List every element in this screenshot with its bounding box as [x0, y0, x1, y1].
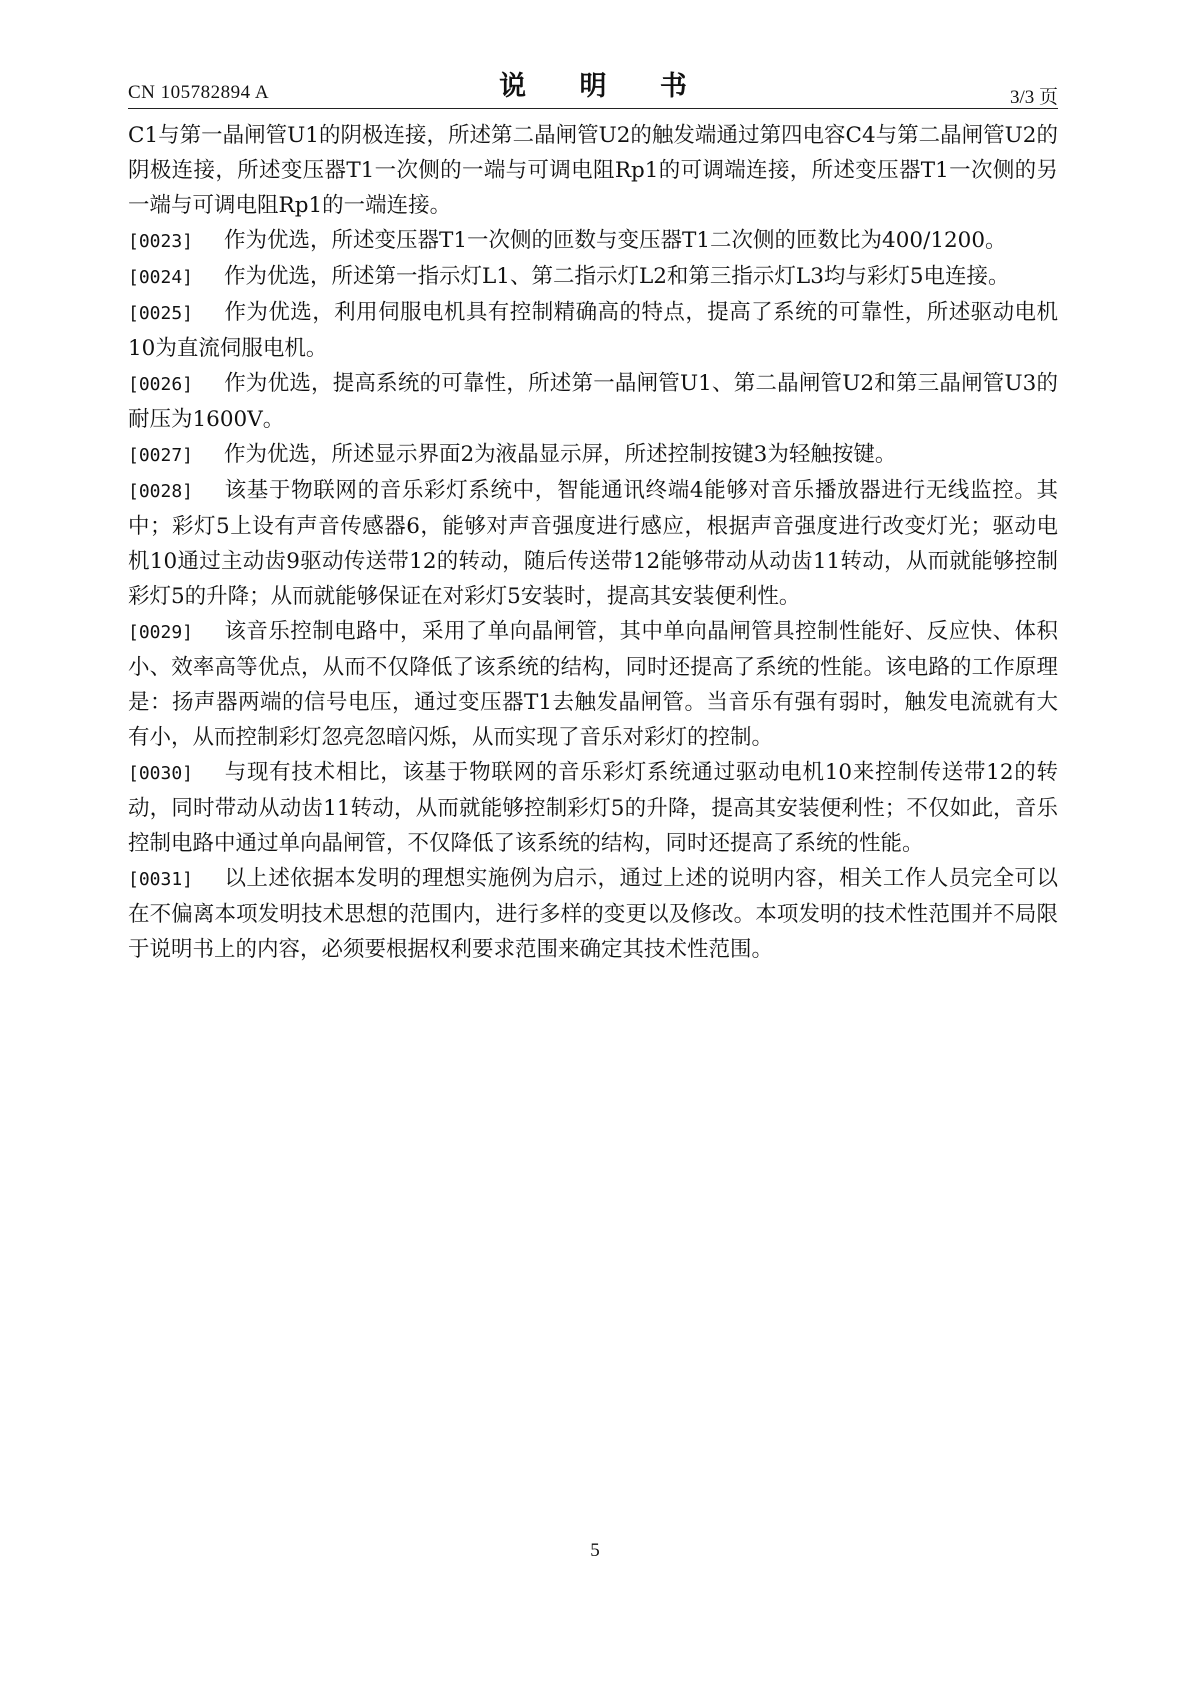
document-id: CN 105782894 A [128, 82, 270, 103]
page-footer [0, 1540, 1190, 1562]
paragraph-text: 作为优选，所述显示界面2为液晶显示屏，所述控制按键3为轻触按键。 [224, 442, 897, 467]
document-body [128, 118, 1058, 967]
paragraph-text: C1与第一晶闸管U1的阴极连接，所述第二晶闸管U2的触发端通过第四电容C4与第二晶闸管U2的阴极连接，所述变压器T1一次侧的一端与可调电阻Rp1的可调端连接，所述变压器T1一次侧的另一端与可调电阻Rp1的一端连接。 [128, 123, 1058, 218]
paragraph-0027 [128, 437, 1058, 473]
paragraph-0025 [128, 295, 1058, 366]
paragraph-text: 该音乐控制电路中，采用了单向晶闸管，其中单向晶闸管具控制性能好、反应快、体积小、效率高等优点，从而不仅降低了该系统的结构，同时还提高了系统的性能。该电路的工作原理是：扬声器两端的信号电压，通过变压器T1去触发晶闸管。当音乐有强有弱时，触发电流就有大有小，从而控制彩灯忽亮忽暗闪烁，从而实现了音乐对彩灯的控制。 [128, 619, 1058, 750]
paragraph-number: [0026] [128, 374, 194, 395]
paragraph-0030 [128, 755, 1058, 861]
paragraph-text: 作为优选，所述变压器T1一次侧的匝数与变压器T1二次侧的匝数比为400/1200。 [224, 228, 1007, 253]
paragraph-number: [0029] [128, 622, 194, 643]
paragraph-0024 [128, 259, 1058, 295]
paragraph-text: 作为优选，利用伺服电机具有控制精确高的特点，提高了系统的可靠性，所述驱动电机10为直流伺服电机。 [128, 300, 1058, 361]
paragraph-number: [0025] [128, 303, 194, 324]
paragraph-number: [0024] [128, 267, 194, 288]
paragraph-number: [0027] [128, 445, 194, 466]
paragraph-0028 [128, 473, 1058, 614]
paragraph-0026 [128, 366, 1058, 437]
paragraph-number: [0031] [128, 869, 194, 890]
header-divider [128, 108, 1058, 109]
paragraph-number: [0030] [128, 763, 194, 784]
paragraph-0029 [128, 614, 1058, 755]
paragraph-continuation [128, 118, 1058, 223]
page-title: 说 明 书 [499, 71, 709, 102]
paragraph-text: 作为优选，所述第一指示灯L1、第二指示灯L2和第三指示灯L3均与彩灯5电连接。 [224, 264, 1010, 289]
page-count: 3/3 页 [1009, 87, 1058, 108]
paragraph-text: 与现有技术相比，该基于物联网的音乐彩灯系统通过驱动电机10来控制传送带12的转动，同时带动从动齿11转动，从而就能够控制彩灯5的升降，提高其安装便利性；不仅如此，音乐控制电路中通过单向晶闸管，不仅降低了该系统的结构，同时还提高了系统的性能。 [128, 760, 1058, 856]
paragraph-text: 以上述依据本发明的理想实施例为启示，通过上述的说明内容，相关工作人员完全可以在不偏离本项发明技术思想的范围内，进行多样的变更以及修改。本项发明的技术性范围并不局限于说明书上的内容，必须要根据权利要求范围来确定其技术性范围。 [128, 866, 1058, 962]
page-header [128, 64, 1058, 110]
paragraph-text: 作为优选，提高系统的可靠性，所述第一晶闸管U1、第二晶闸管U2和第三晶闸管U3的耐压为1600V。 [128, 371, 1058, 432]
paragraph-number: [0028] [128, 481, 194, 502]
paragraph-0023 [128, 223, 1058, 259]
paragraph-number: [0023] [128, 231, 194, 252]
paragraph-text: 该基于物联网的音乐彩灯系统中，智能通讯终端4能够对音乐播放器进行无线监控。其中；彩灯5上设有声音传感器6，能够对声音强度进行感应，根据声音强度进行改变灯光；驱动电机10通过主动齿9驱动传送带12的转动，随后传送带12能够带动从动齿11转动，从而就能够控制彩灯5的升降；从而就能够保证在对彩灯5安装时，提高其安装便利性。 [128, 478, 1058, 609]
paragraph-0031 [128, 861, 1058, 967]
page-number: 5 [590, 1540, 600, 1561]
